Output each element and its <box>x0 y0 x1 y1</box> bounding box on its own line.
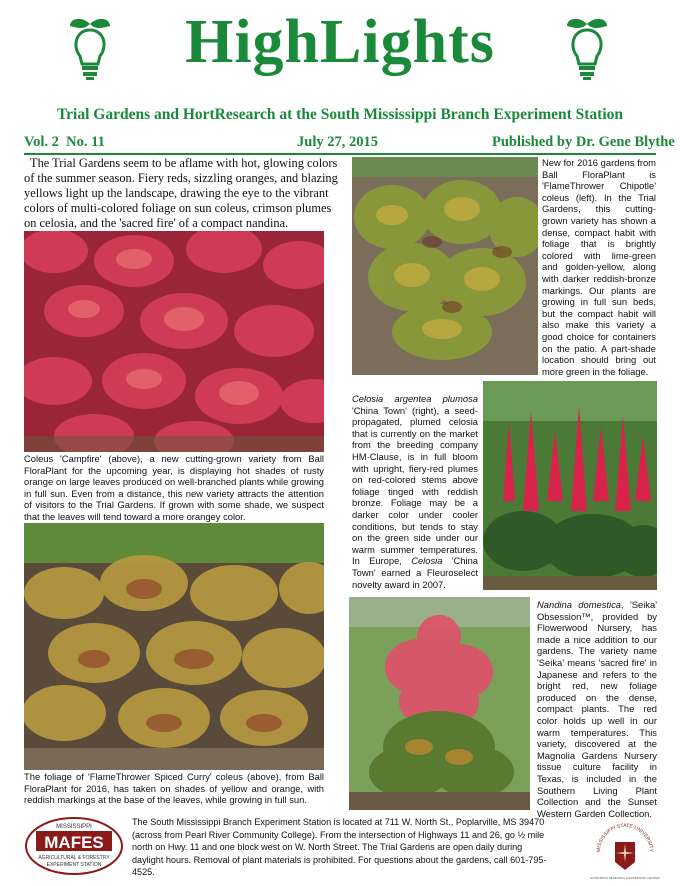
msu-sub-text: EXTENSION RESEARCH & EXTENSION CENTER <box>590 876 660 880</box>
mafes-bottom-text-1: AGRICULTURAL & FORESTRY <box>38 855 110 861</box>
mafes-main-text: MAFES <box>44 833 104 852</box>
nandina-seika-photo <box>349 597 530 810</box>
msu-arc-text: MISSISSIPPI STATE UNIVERSITY <box>595 822 655 853</box>
volume: Vol. 2 <box>24 134 59 150</box>
nandina-species: Nandina domestica <box>537 599 621 610</box>
issue-date: July 27, 2015 <box>297 134 378 150</box>
celosia-text-end: 'China Town' earned a Fleuroselect novelty award in 2007. <box>352 555 478 590</box>
caption-spiced-curry: The foliage of 'FlameThrower Spiced Curry' coleus (above), from Ball FloraPlant for 2016, has taken on shades of yellow and orange, with reddish markings at the base of the leaves, while growing in full sun. <box>24 771 324 806</box>
caption-chipotle: New for 2016 gardens from Ball FloraPlant is 'FlameThrower Chipotle' coleus (left). In the Trial Gardens, this cutting-grown variety has shown a dense, compact habit with foliage that is brightly colored with lime-green and golden-yellow, along with darker reddish-bronze markings. Our plants are growing in full sun beds, but the compact habit will also make this variety a good choice for containers on the patio. A part-shade location should bring out more green in the foliage. <box>542 157 656 377</box>
celosia-china-town-photo <box>483 381 657 590</box>
mafes-top-text: MISSISSIPPI <box>56 824 92 830</box>
celosia-genus: Celosia <box>411 555 443 567</box>
mafes-bottom-text-2: EXPERIMENT STATION <box>46 862 102 868</box>
coleus-campfire-photo <box>24 231 324 452</box>
header-rule <box>24 153 656 155</box>
celosia-species: Celosia argentea plumosa <box>352 393 478 404</box>
caption-nandina <box>537 599 657 819</box>
caption-celosia <box>352 393 478 590</box>
celosia-text: 'China Town' (right), a seed-propagated, plumed celosia that is currently on the market from the breeding company HM·Clause, is in full bloom with upright, fiery-red plumes on red-colored stems above foliage tinged with reddish bronze. Foliage may be a darker color under cooler conditions, but tends to stay on the green side under our warm summer temperatures. In Europe, <box>352 404 478 567</box>
volume-number <box>24 134 105 151</box>
msu-logo <box>590 812 660 882</box>
footer-text: The South Mississippi Branch Experiment Station is located at 711 W. North St., Poplarville, MS 39470 (across from Pearl River Community College). From the intersection of Highways 11 and 26, go ½ mile north on Hwy. 11 and one block west on W. North Street. The Trial Gardens are open daily during daylight hours. Removal of plant materials is prohibited. For questions about the gardens, call 601-795-4525. <box>132 817 547 877</box>
newsletter-subtitle: Trial Gardens and HortResearch at the South Mississippi Branch Experiment Station <box>56 106 624 123</box>
coleus-chipotle-photo <box>352 157 538 375</box>
caption-campfire: Coleus 'Campfire' (above), a new cutting-grown variety from Ball FloraPlant for the upcoming year, is displaying hot shades of rusty orange on large leaves produced on well-branched plants while growing in full sun. Even from a distance, this new variety attracts the attention of visitors to the Trial Gardens. If grown with some shade, we suspect that the leaves will tend toward a more orangey color. <box>24 453 324 522</box>
mafes-logo <box>24 816 124 876</box>
nandina-text: , 'Seika' Obsession™, provided by Flowerwood Nursery, has made a nice addition to our gardens. The variety name 'Seika' means 'sacred fire' in Japanese and refers to the bright red, new foliage produced on the dense, compact plants. The red color holds up well in our warm temperatures. This variety, discovered at the Magnolia Gardens Nursery tissue culture facility in Texas, is included in the Southern Living Plant Collection and the Sunset Western Garden Collection. <box>537 599 657 819</box>
coleus-spiced-curry-photo <box>24 523 324 770</box>
newsletter-title: HighLights <box>185 8 495 76</box>
issue-number: No. 11 <box>66 134 105 150</box>
publisher: Published by Dr. Gene Blythe <box>492 134 675 150</box>
intro-paragraph: The Trial Gardens seem to be aflame with hot, glowing colors of the summer season. Fiery reds, sizzling oranges, and blazing yellows light up the landscape, drawing the eye to the vibrant colors of multi-colored foliage on sun coleus, crimson plumes on celosia, and the 'sacred fire' of a compact nandina. <box>24 156 338 230</box>
